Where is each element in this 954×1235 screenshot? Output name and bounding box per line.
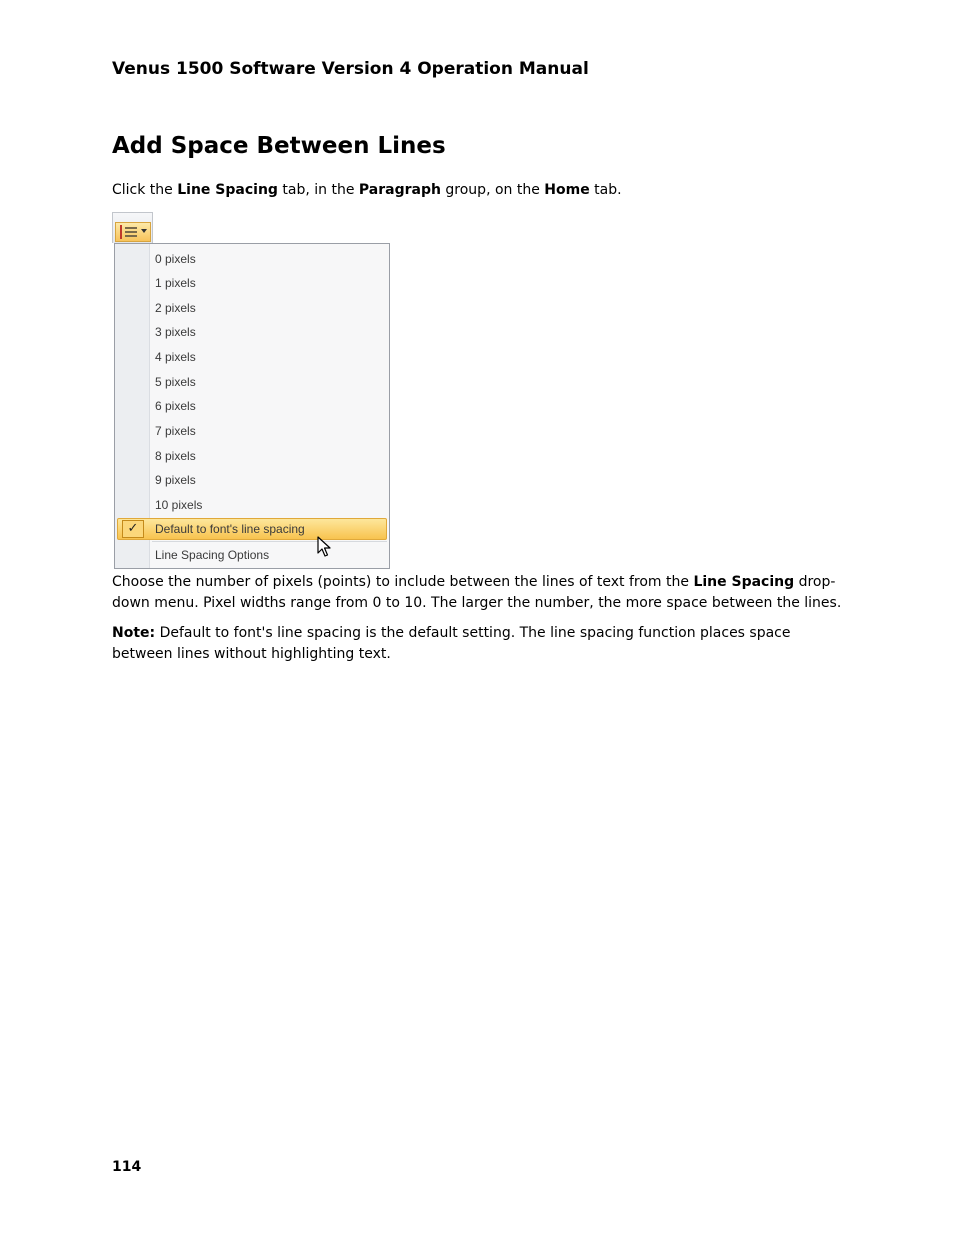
menu-item-7-pixels[interactable]: 7 pixels [155,424,196,438]
intro-text-3: group, on the [440,182,545,198]
check-icon: ✓ [122,520,144,538]
menu-item-5-pixels[interactable]: 5 pixels [155,375,196,389]
menu-item-6-pixels[interactable]: 6 pixels [155,399,196,413]
note-paragraph [112,623,852,665]
intro-text-4: tab. [589,182,622,198]
section-title: Add Space Between Lines [112,133,446,159]
menu-item-8-pixels[interactable]: 8 pixels [155,449,196,463]
line-spacing-menu [114,243,390,569]
body-text-1: Choose the number of pixels (points) to include between the lines of text from the [112,574,694,590]
menu-item-2-pixels[interactable]: 2 pixels [155,301,196,315]
intro-bold-line-spacing: Line Spacing [177,182,278,198]
intro-bold-home: Home [544,182,590,198]
menu-item-line-spacing-options[interactable]: Line Spacing Options [155,548,270,562]
line-spacing-button[interactable] [115,222,151,242]
menu-item-default-spacing[interactable] [117,518,387,540]
menu-item-10-pixels[interactable]: 10 pixels [155,498,203,512]
intro-text-2: tab, in the [277,182,359,198]
page-number: 114 [112,1159,142,1175]
menu-item-default-label: Default to font's line spacing [155,522,305,536]
menu-item-9-pixels[interactable]: 9 pixels [155,473,196,487]
line-spacing-icon [119,225,137,239]
running-header: Venus 1500 Software Version 4 Operation Manual [112,59,589,79]
menu-item-4-pixels[interactable]: 4 pixels [155,350,196,364]
intro-bold-paragraph: Paragraph [358,182,441,198]
menu-separator [152,541,387,542]
intro-text-1: Click the [112,182,178,198]
menu-item-1-pixels[interactable]: 1 pixels [155,276,196,290]
ribbon-button-frame [112,212,153,243]
menu-item-3-pixels[interactable]: 3 pixels [155,325,196,339]
menu-item-0-pixels[interactable]: 0 pixels [155,252,196,266]
chevron-down-icon [141,229,147,233]
note-text: Default to font's line spacing is the default setting. The line spacing function places space between lines without highlighting text. [112,625,791,662]
body-paragraph [112,572,852,614]
body-bold-line-spacing: Line Spacing [693,574,795,590]
note-label: Note: [112,625,156,641]
mouse-cursor-icon [317,536,333,558]
body-text-2: drop-down menu. Pixel widths range from 0 to 10. The larger the number, the more space between the lines. [112,574,842,611]
intro-paragraph [112,180,622,201]
